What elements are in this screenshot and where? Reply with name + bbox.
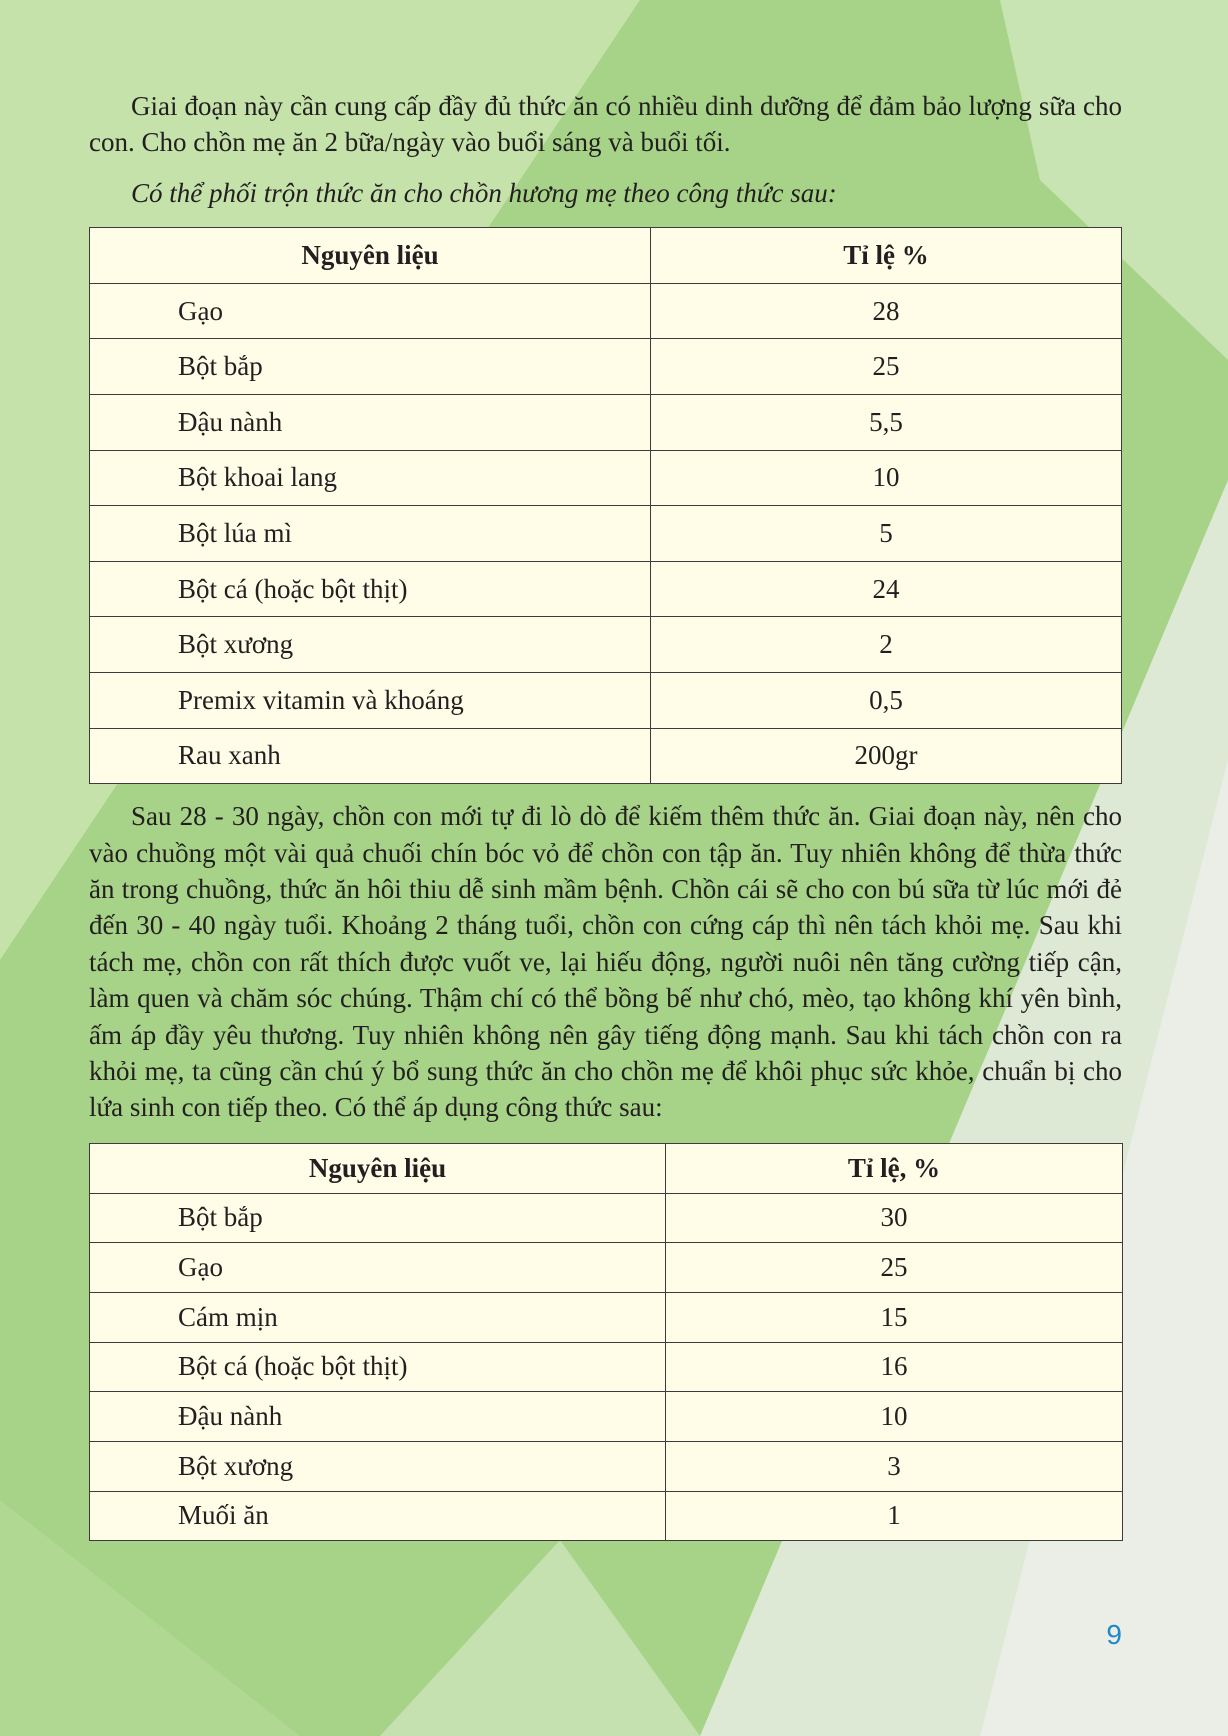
post-weaning-recipe-table [89,1143,1123,1542]
ratio-cell: 10 [651,450,1122,506]
page-content [89,88,1122,1541]
table-header-row [90,228,1122,284]
ratio-cell: 5 [651,506,1122,562]
table-row [90,339,1122,395]
ingredient-cell: Rau xanh [90,728,651,784]
ingredient-cell: Bột xương [90,617,651,673]
table-row [90,1243,1123,1293]
ingredient-column-header: Nguyên liệu [90,228,651,284]
ingredient-cell: Đậu nành [90,395,651,451]
ratio-cell: 15 [666,1292,1123,1342]
table-row [90,395,1122,451]
weaning-paragraph: Sau 28 - 30 ngày, chồn con mới tự đi lò dò để kiếm thêm thức ăn. Giai đoạn này, nên cho vào chuồng một vài quả chuối chín bóc vỏ để chồn con tập ăn. Tuy nhiên không để thừa thức ăn trong chuồng, thức ăn hôi thiu dễ sinh mầm bệnh. Chồn cái sẽ cho con bú sữa từ lúc mới đẻ đến 30 - 40 ngày tuổi. Khoảng 2 tháng tuổi, chồn con cứng cáp thì nên tách khỏi mẹ. Sau khi tách mẹ, chồn con rất thích được vuốt ve, lại hiếu động, người nuôi nên tăng cường tiếp cận, làm quen và chăm sóc chúng. Thậm chí có thể bồng bế như chó, mèo, tạo không khí yên bình, ấm áp đầy yêu thương. Tuy nhiên không nên gây tiếng động mạnh. Sau khi tách chồn con ra khỏi mẹ, ta cũng cần chú ý bổ sung thức ăn cho chồn mẹ để khôi phục sức khỏe, chuẩn bị cho lứa sinh con tiếp theo. Có thể áp dụng công thức sau: [89,801,1122,1123]
ratio-cell: 24 [651,561,1122,617]
ratio-cell: 28 [651,283,1122,339]
ratio-cell: 1 [666,1491,1123,1541]
ingredient-cell: Bột lúa mì [90,506,651,562]
ingredient-cell: Premix vitamin và khoáng [90,672,651,728]
table-row [90,1441,1123,1491]
ratio-cell: 25 [666,1243,1123,1293]
ratio-column-header: Tỉ lệ % [651,228,1122,284]
ratio-cell: 2 [651,617,1122,673]
ingredient-cell: Đậu nành [90,1392,666,1442]
table-row [90,1491,1123,1541]
ingredient-cell: Bột khoai lang [90,450,651,506]
ingredient-column-header: Nguyên liệu [90,1143,666,1193]
ratio-cell: 0,5 [651,672,1122,728]
ingredient-cell: Bột cá (hoặc bột thịt) [90,1342,666,1392]
ratio-cell: 200gr [651,728,1122,784]
ratio-cell: 5,5 [651,395,1122,451]
ingredient-cell: Bột xương [90,1441,666,1491]
ingredient-cell: Gạo [90,283,651,339]
table-row [90,506,1122,562]
table-row [90,283,1122,339]
table-row [90,617,1122,673]
table-row [90,1193,1123,1243]
ingredient-cell: Muối ăn [90,1491,666,1541]
ratio-cell: 25 [651,339,1122,395]
recipe-intro-paragraph: Có thể phối trộn thức ăn cho chồn hương mẹ theo công thức sau: [131,177,837,208]
table-row [90,450,1122,506]
mother-feed-recipe-table [89,227,1122,784]
table-row [90,672,1122,728]
ratio-column-header: Tỉ lệ, % [666,1143,1123,1193]
ratio-cell: 10 [666,1392,1123,1442]
table-row [90,561,1122,617]
page-number: 9 [1106,1619,1122,1650]
ratio-cell: 30 [666,1193,1123,1243]
table-row [90,1292,1123,1342]
ingredient-cell: Gạo [90,1243,666,1293]
table-row [90,1342,1123,1392]
ratio-cell: 3 [666,1441,1123,1491]
table-header-row [90,1143,1123,1193]
table-row [90,1392,1123,1442]
ingredient-cell: Bột cá (hoặc bột thịt) [90,561,651,617]
table-row [90,728,1122,784]
ingredient-cell: Cám mịn [90,1292,666,1342]
ratio-cell: 16 [666,1342,1123,1392]
ingredient-cell: Bột bắp [90,1193,666,1243]
ingredient-cell: Bột bắp [90,339,651,395]
intro-paragraph: Giai đoạn này cần cung cấp đầy đủ thức ăn có nhiều dinh dưỡng để đảm bảo lượng sữa cho con. Cho chồn mẹ ăn 2 bữa/ngày vào buổi sáng và buổi tối. [89,91,1122,158]
